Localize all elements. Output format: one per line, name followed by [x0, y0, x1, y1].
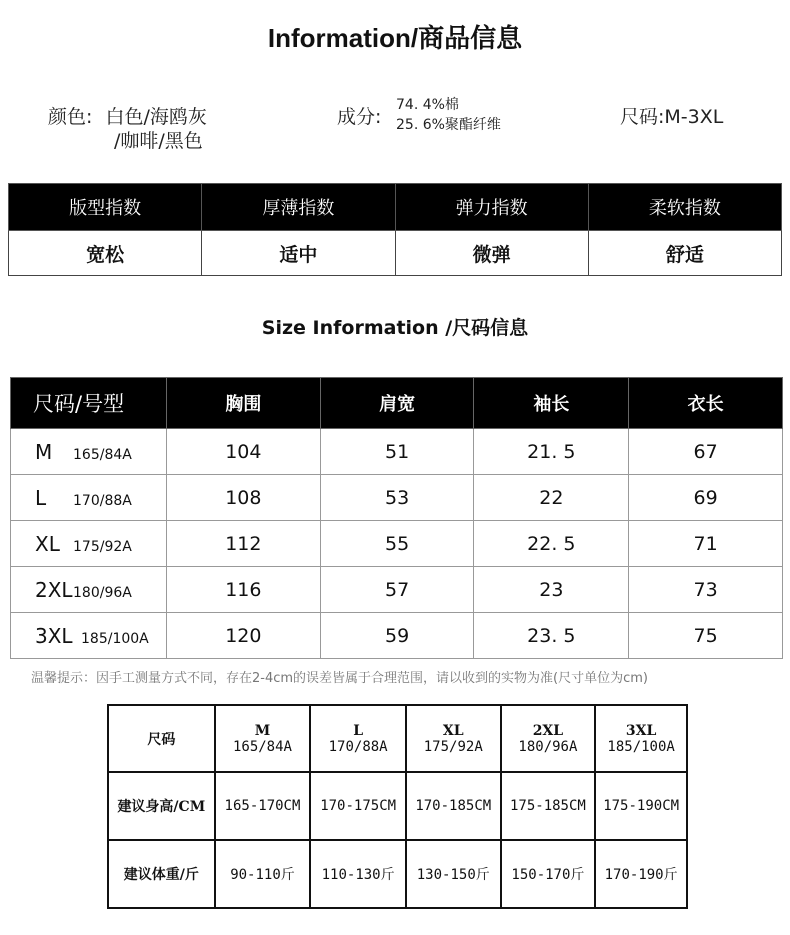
length-value: 67	[629, 429, 783, 475]
material-line1: 74. 4%棉	[396, 97, 459, 113]
rec-size-cell	[501, 705, 596, 772]
shoulder-value: 53	[320, 475, 474, 521]
size-cell	[11, 567, 167, 613]
sleeve-value: 23	[474, 567, 629, 613]
thickness-index-header: 厚薄指数	[202, 184, 395, 231]
shoulder-value: 57	[320, 567, 474, 613]
table-row	[11, 613, 783, 659]
size-table	[10, 377, 783, 659]
size-cell	[11, 429, 167, 475]
rec-size-code: L	[353, 722, 364, 739]
size-range-value: M-3XL	[664, 106, 724, 128]
weight-value: 170-190斤	[595, 840, 687, 908]
height-value: 175-190CM	[595, 772, 687, 840]
table-row	[11, 475, 783, 521]
height-value: 170-175CM	[310, 772, 406, 840]
height-value: 165-170CM	[215, 772, 311, 840]
thickness-index-value: 适中	[202, 231, 395, 276]
rec-size-cell	[215, 705, 311, 772]
weight-label: 建议体重/斤	[108, 840, 215, 908]
rec-size-model: 180/96A	[518, 738, 578, 755]
material-line2: 25. 6%聚酯纤维	[396, 117, 501, 133]
height-row	[108, 772, 687, 840]
elasticity-index-header: 弹力指数	[395, 184, 588, 231]
size-table-header-row	[11, 378, 783, 429]
size-model: 185/100A	[81, 630, 149, 647]
material-values	[396, 95, 501, 135]
size-cell	[11, 475, 167, 521]
rec-size-code: M	[254, 722, 271, 739]
weight-value: 150-170斤	[501, 840, 596, 908]
size-model-header: 尺码/号型	[11, 378, 167, 429]
material-label: 成分:	[337, 106, 382, 128]
shoulder-header: 肩宽	[320, 378, 474, 429]
recommendation-table	[107, 704, 688, 909]
shoulder-value: 59	[320, 613, 474, 659]
table-row	[11, 567, 783, 613]
rec-size-cell	[310, 705, 406, 772]
shoulder-value: 51	[320, 429, 474, 475]
page-title: Information/商品信息	[267, 23, 523, 53]
size-model: 180/96A	[73, 584, 132, 601]
elasticity-index-value: 微弹	[395, 231, 588, 276]
size-section-title: Size Information /尺码信息	[261, 317, 529, 339]
size-cell	[11, 521, 167, 567]
fit-index-value: 宽松	[9, 231, 202, 276]
rec-size-code: 3XL	[625, 722, 657, 739]
weight-row	[108, 840, 687, 908]
softness-index-value: 舒适	[588, 231, 781, 276]
color-value-line2: /咖啡/黑色	[114, 130, 203, 152]
fit-index-header: 版型指数	[9, 184, 202, 231]
rec-size-code: 2XL	[532, 722, 564, 739]
size-code: L	[35, 485, 47, 510]
measurement-note: 温馨提示：因手工测量方式不同，存在2-4cm的误差皆属于合理范围，请以收到的实物为准(尺寸单位为cm)	[31, 671, 648, 686]
rec-size-model: 175/92A	[423, 738, 483, 755]
size-code: XL	[35, 531, 60, 556]
rec-size-model: 185/100A	[607, 738, 675, 755]
softness-index-header: 柔软指数	[588, 184, 781, 231]
size-model: 165/84A	[73, 446, 132, 463]
color-info	[48, 102, 207, 129]
height-value: 170-185CM	[406, 772, 501, 840]
size-label: 尺码:	[620, 106, 665, 128]
size-range-info	[620, 102, 723, 129]
weight-value: 110-130斤	[310, 840, 406, 908]
length-value: 75	[629, 613, 783, 659]
fit-index-table	[8, 183, 782, 276]
length-value: 69	[629, 475, 783, 521]
chest-value: 112	[166, 521, 320, 567]
chest-value: 104	[166, 429, 320, 475]
rec-size-cell	[595, 705, 687, 772]
sleeve-header: 袖长	[474, 378, 629, 429]
rec-size-cell	[406, 705, 501, 772]
table-row	[11, 429, 783, 475]
chest-header: 胸围	[166, 378, 320, 429]
rec-size-model: 165/84A	[232, 738, 292, 755]
size-code: M	[35, 439, 53, 464]
sleeve-value: 21. 5	[474, 429, 629, 475]
size-header-label: 尺码	[108, 705, 215, 772]
size-code: 2XL	[35, 577, 73, 602]
rec-size-code: XL	[442, 722, 464, 739]
weight-value: 130-150斤	[406, 840, 501, 908]
height-value: 175-185CM	[501, 772, 596, 840]
length-value: 73	[629, 567, 783, 613]
sleeve-value: 23. 5	[474, 613, 629, 659]
recommendation-header-row	[108, 705, 687, 772]
chest-value: 120	[166, 613, 320, 659]
size-model: 170/88A	[73, 492, 132, 509]
color-label: 颜色:	[48, 106, 93, 128]
shoulder-value: 55	[320, 521, 474, 567]
height-label: 建议身高/CM	[108, 772, 215, 840]
chest-value: 116	[166, 567, 320, 613]
size-cell	[11, 613, 167, 659]
length-value: 71	[629, 521, 783, 567]
sleeve-value: 22	[474, 475, 629, 521]
color-value-line1: 白色/海鸥灰	[105, 106, 207, 128]
fit-index-header-row	[9, 184, 782, 231]
size-code: 3XL	[35, 623, 73, 648]
weight-value: 90-110斤	[215, 840, 311, 908]
table-row	[11, 521, 783, 567]
sleeve-value: 22. 5	[474, 521, 629, 567]
length-header: 衣长	[629, 378, 783, 429]
chest-value: 108	[166, 475, 320, 521]
rec-size-model: 170/88A	[328, 738, 388, 755]
size-model: 175/92A	[73, 538, 132, 555]
fit-index-value-row	[9, 231, 782, 276]
material-info	[337, 102, 381, 129]
